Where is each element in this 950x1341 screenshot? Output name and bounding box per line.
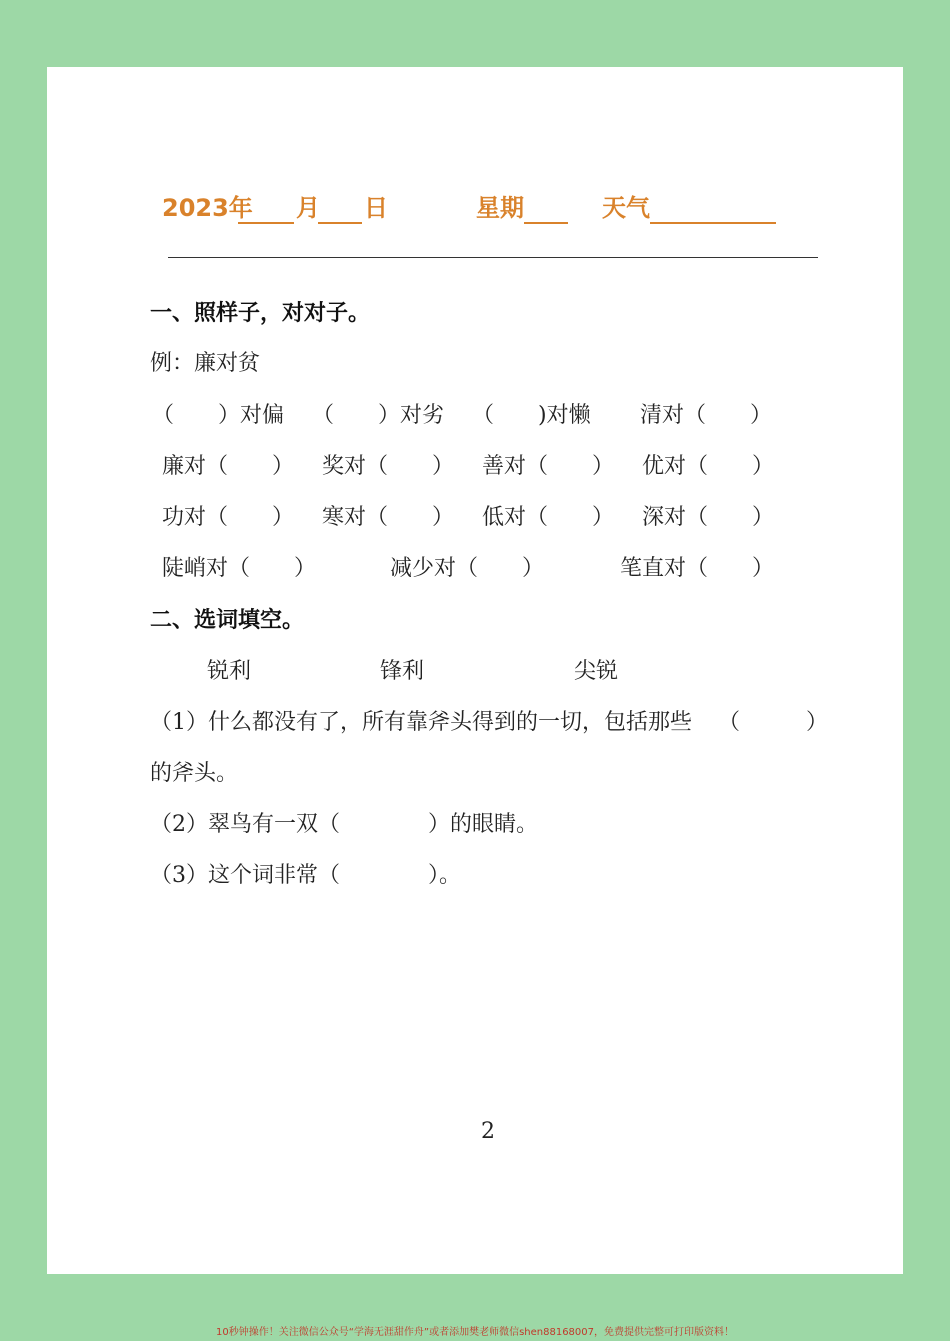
footer-notice: 10秒钟操作！关注微信公众号“学海无涯甜作舟”或者添加樊老师微信shen88168007，免费提供完整可打印版资料！ (215, 1327, 735, 1338)
day-label: 日 (364, 194, 388, 222)
example-line: 例：廉对贫 (150, 351, 261, 376)
section2-title: 二、选词填空。 (150, 608, 305, 633)
weekday-label: 星期 (476, 194, 524, 222)
pair-item: 善对（ ） (482, 454, 615, 479)
pair-item: （ ）对劣 (312, 403, 445, 428)
pair-item: （ ）对偏 (152, 403, 285, 428)
weather-blank (650, 222, 776, 224)
question-1-blank: （ ） (718, 710, 829, 735)
pair-item: 优对（ ） (642, 454, 775, 479)
word-choice: 尖锐 (574, 659, 619, 684)
pair-item: 减少对（ ） (390, 556, 545, 581)
pair-item: 奖对（ ） (322, 454, 455, 479)
day-blank (318, 222, 362, 224)
pair-item: 深对（ ） (642, 505, 775, 530)
month-blank (238, 222, 294, 224)
worksheet-page (47, 67, 903, 1274)
pair-item: 寒对（ ） (322, 505, 455, 530)
weekday-blank (524, 222, 568, 224)
page-number: 2 (481, 1119, 495, 1144)
pair-item: 廉对（ ） (162, 454, 295, 479)
pair-item: 陡峭对（ ） (162, 556, 317, 581)
word-choice: 锋利 (380, 659, 425, 684)
question-1-continued: 的斧头。 (150, 761, 239, 786)
word-choice: 锐利 (207, 659, 252, 684)
question-1-text: （1）什么都没有了，所有靠斧头得到的一切，包括那些 (150, 710, 692, 735)
question-3: （3）这个词非常（ ）。 (150, 863, 461, 888)
month-label: 月 (296, 194, 320, 222)
pair-item: 低对（ ） (482, 505, 615, 530)
section1-title: 一、照样子，对对子。 (150, 301, 371, 326)
question-2: （2）翠鸟有一双（ ）的眼睛。 (150, 812, 538, 837)
year-label: 2023年 (162, 194, 253, 222)
pair-item: 笔直对（ ） (620, 556, 775, 581)
pair-item: 功对（ ） (162, 505, 295, 530)
header-divider (168, 257, 818, 258)
pair-item: （ )对懒 (472, 403, 591, 428)
pair-item: 清对（ ） (640, 403, 773, 428)
weather-label: 天气 (602, 194, 650, 222)
